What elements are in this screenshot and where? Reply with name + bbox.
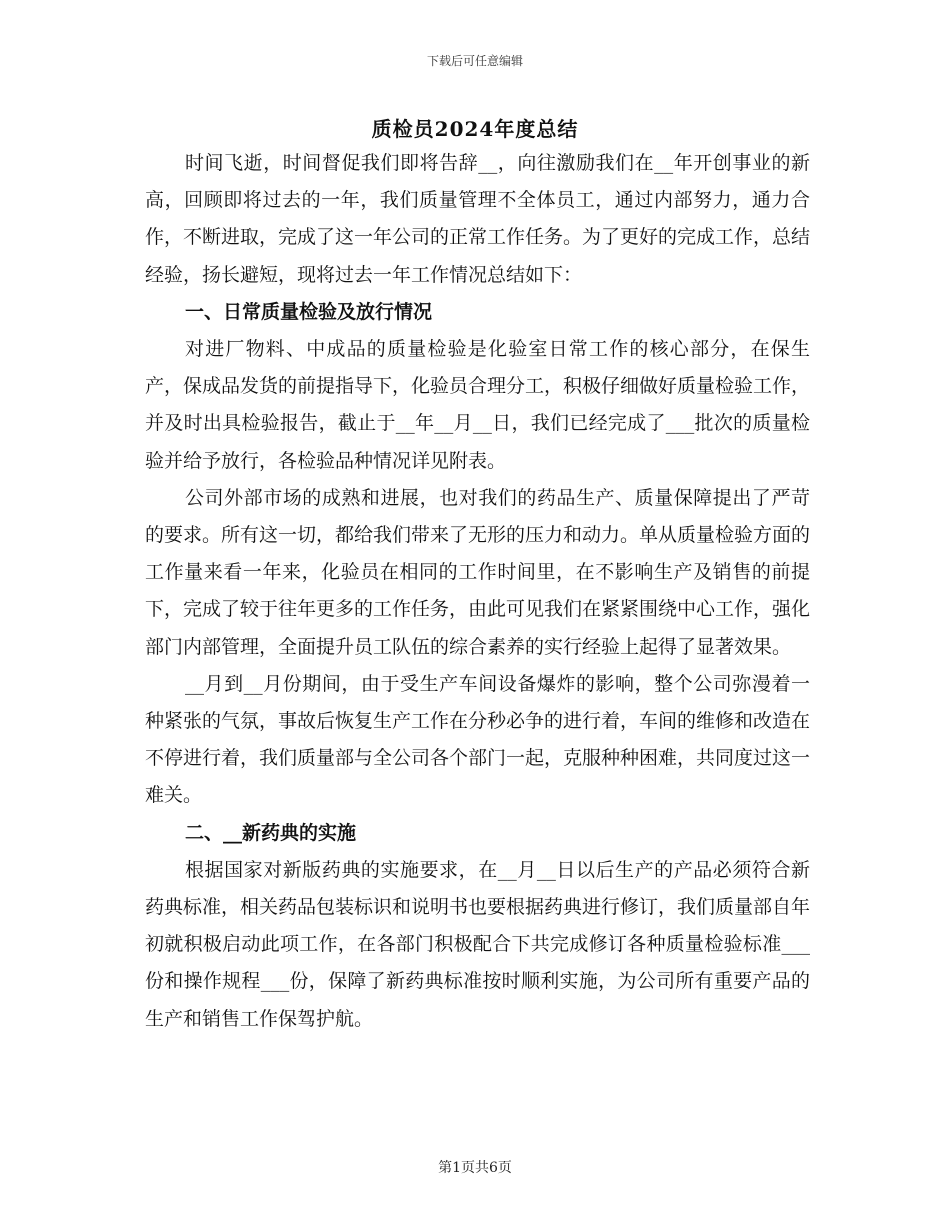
- section2-paragraph-1: 根据国家对新版药典的实施要求，在__月__日以后生产的产品必须符合新药典标准，相关药品包装标识和说明书也要根据药典进行修订，我们质量部自年初就积极启动此项工作，在各部门积极配合下共完成修订各种质量检验标准___份和操作规程___份，保障了新药典标准按时顺利实施，为公司所有重要产品的生产和销售工作保驾护航。: [145, 858, 811, 1030]
- section1-paragraph-2: 公司外部市场的成熟和进展，也对我们的药品生产、质量保障提出了严苛的要求。所有这一切，都给我们带来了无形的压力和动力。单从质量检验方面的工作量来看一年来，化验员在相同的工作时间里，在不影响生产及销售的前提下，完成了较于往年更多的工作任务，由此可见我们在紧紧围绕中心工作，强化部门内部管理，全面提升员工队伍的综合素养的实行经验上起得了显著效果。: [145, 486, 811, 658]
- page-number: 第1页共6页: [438, 1160, 512, 1176]
- page-header-note: 下载后可任意编辑: [426, 54, 523, 68]
- document-title: 质检员2024年度总结: [371, 117, 579, 141]
- document-body: [145, 145, 810, 1038]
- section1-paragraph-1: 对进厂物料、中成品的质量检验是化验室日常工作的核心部分，在保生产，保成品发货的前提指导下，化验员合理分工，积极仔细做好质量检验工作，并及时出具检验报告，截止于__年__月__日，我们已经完成了___批次的质量检验并给予放行，各检验品种情况详见附表。: [145, 338, 811, 472]
- section-heading-1: 一、日常质量检验及放行情况: [185, 300, 433, 323]
- intro-paragraph: 时间飞逝，时间督促我们即将告辞__，向往激励我们在__年开创事业的新高，回顾即将过去的一年，我们质量管理不全体员工，通过内部努力，通力合作，不断进取，完成了这一年公司的正常工作任务。为了更好的完成工作，总结经验，扬长避短，现将过去一年工作情况总结如下：: [145, 152, 811, 286]
- section1-paragraph-3: __月到__月份期间，由于受生产车间设备爆炸的影响，整个公司弥漫着一种紧张的气氛，事故后恢复生产工作在分秒必争的进行着，车间的维修和改造在不停进行着，我们质量部与全公司各个部门一起，克服种种困难，共同度过这一难关。: [145, 672, 811, 807]
- section-heading-2: 二、__新药典的实施: [185, 821, 357, 844]
